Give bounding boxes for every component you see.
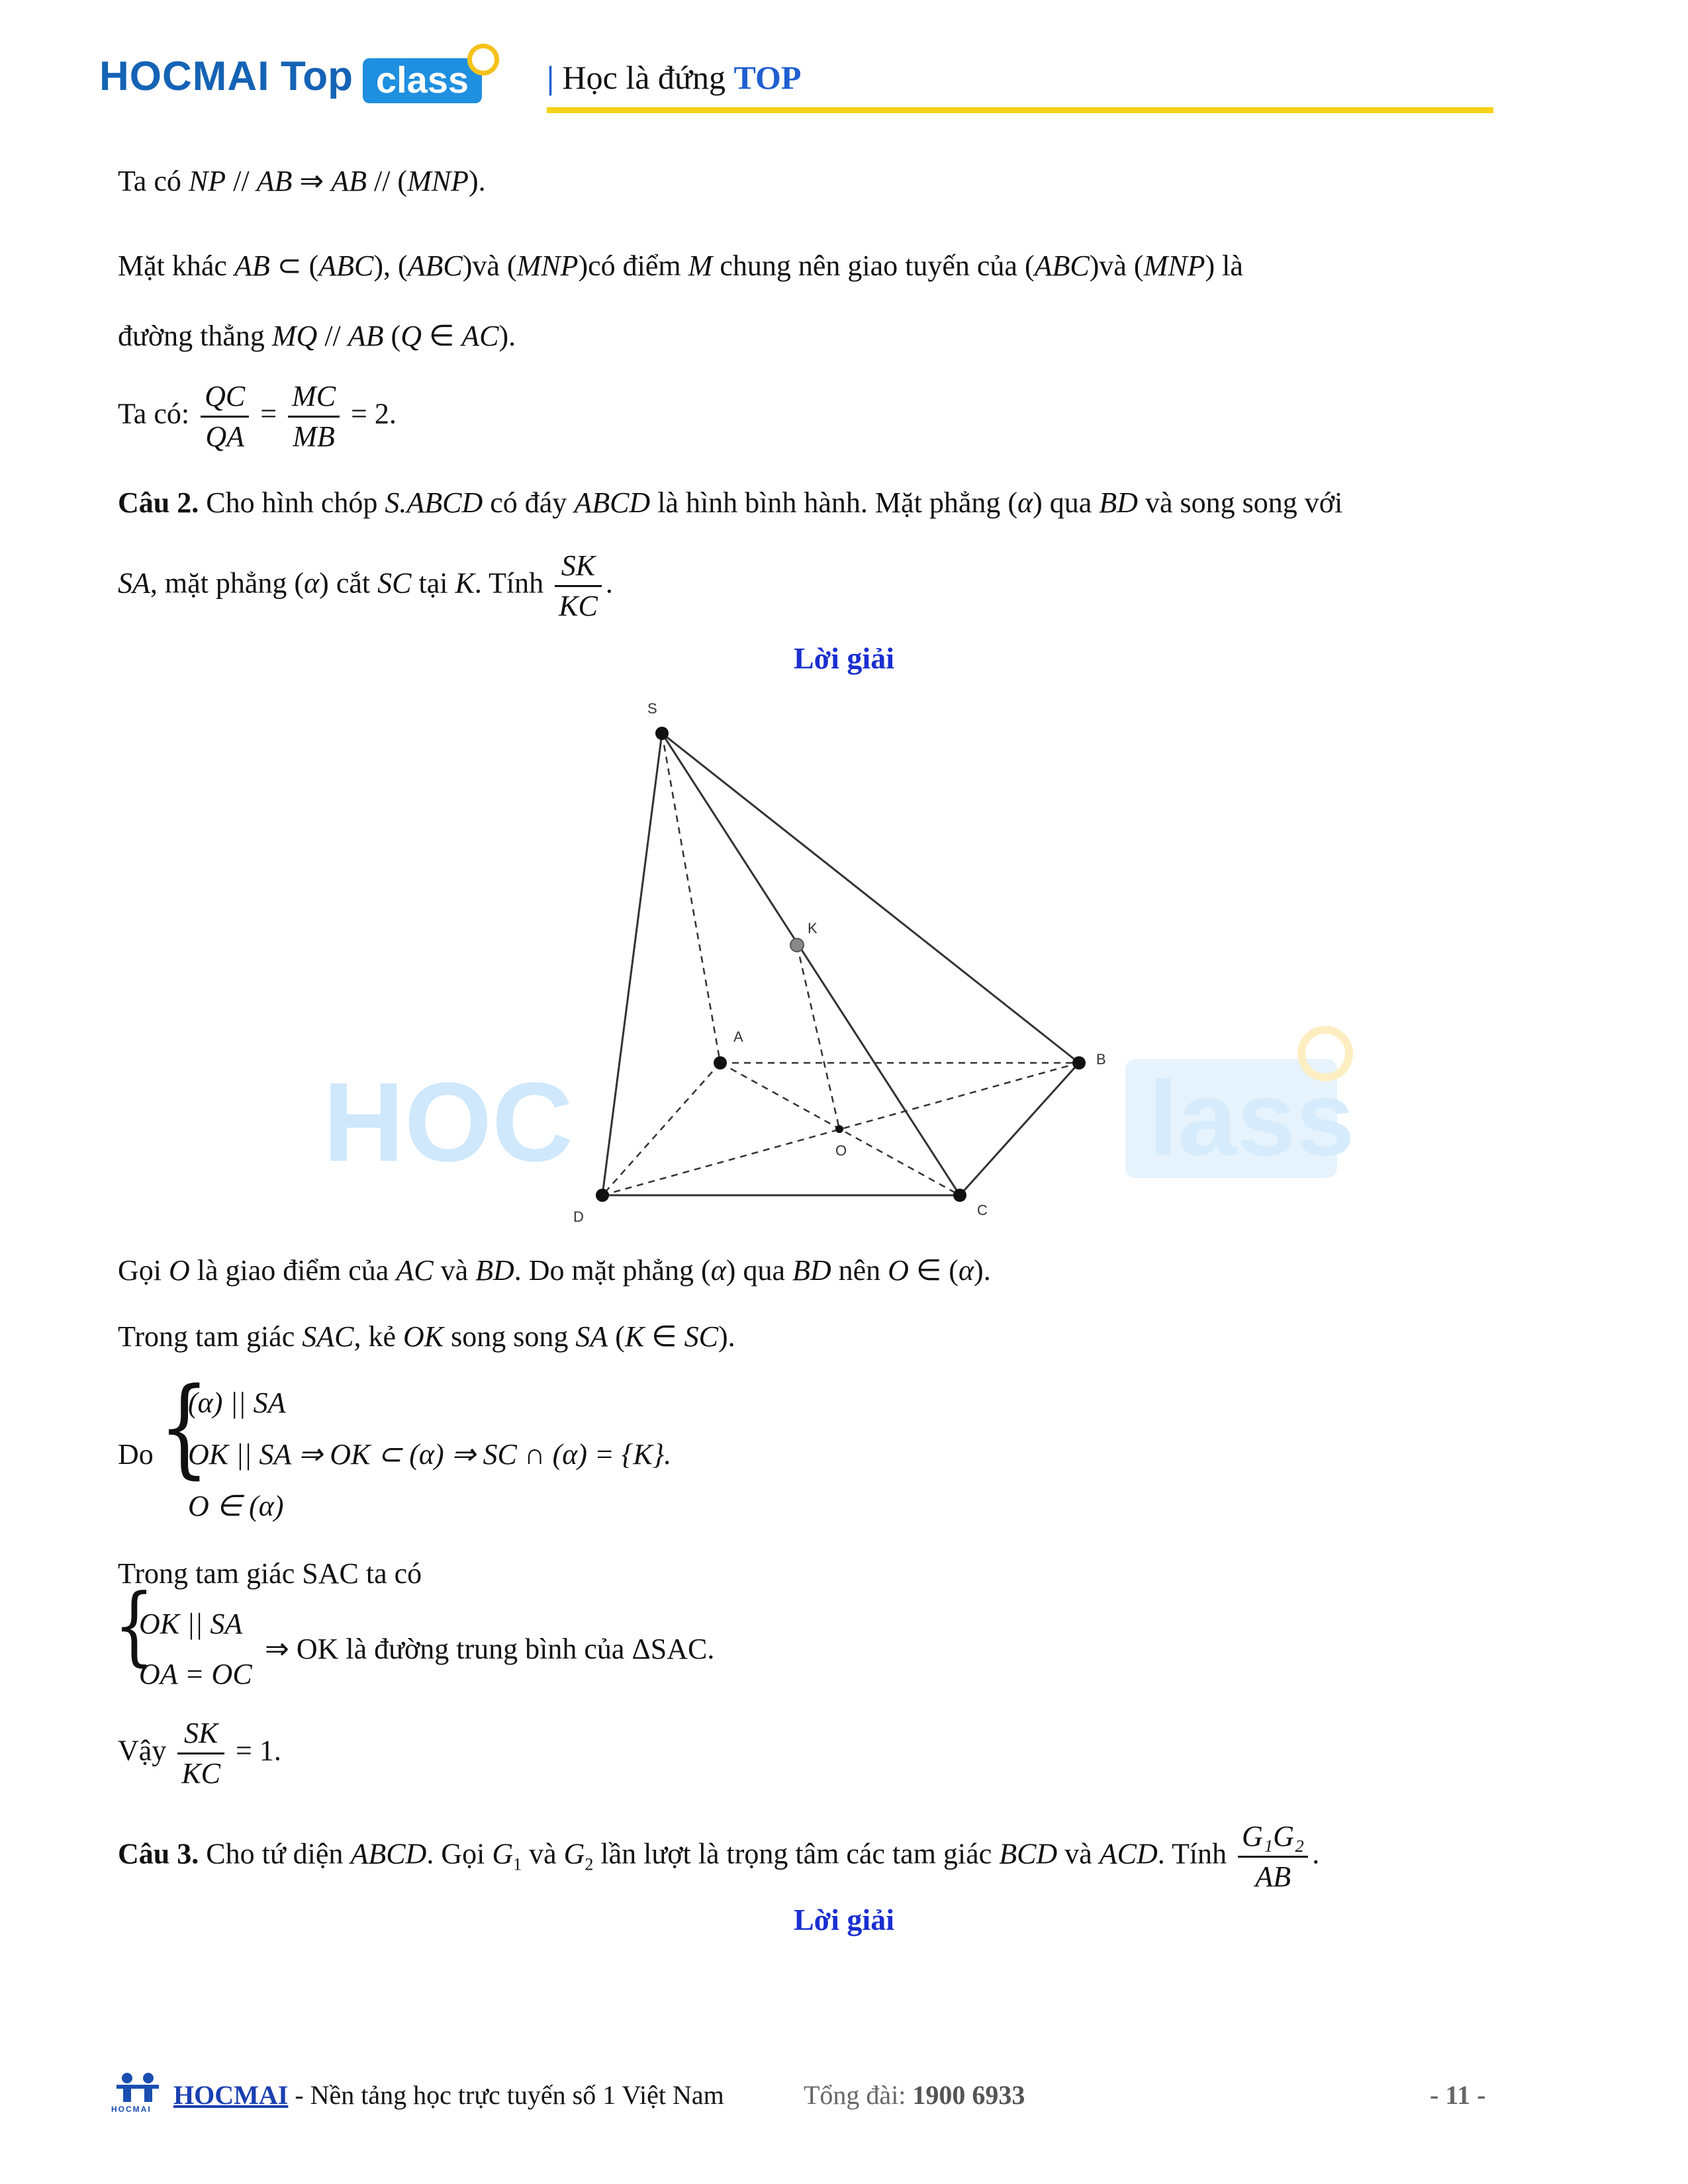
fraction-qc-qa: $\frac{QC}{QA}$ xyxy=(201,377,249,456)
footer-brand-line: HOCMAI - Nền tảng học trực tuyến số 1 Việt Nam xyxy=(173,2080,724,2110)
point-s xyxy=(655,727,669,740)
footer-hotline: Tổng đài: 1900 6933 xyxy=(804,2080,1025,2110)
line-2: Mặt khác AB ⊂ (ABC), (ABC)và (MNP)có điểm M chung nên giao tuyến của (ABC)và (MNP) là xyxy=(118,250,1243,282)
point-k xyxy=(790,938,804,952)
watermark-right: lass xyxy=(1149,1059,1355,1177)
question-3: Câu 3. Cho tứ diện ABCD. Gọi $G_1$ và $G_2$ lần lượt là trọng tâm các tam giác BCD và ACD. Tính $\frac{\text{G₁G₂}}{AB}$ . xyxy=(118,1817,1319,1896)
sys-conclusion: ⇒ OK là đường trung bình của ΔSAC. xyxy=(265,1633,715,1665)
sys-row-1: OK || SA xyxy=(139,1608,243,1640)
segment-ko-hidden xyxy=(797,945,839,1129)
label-s: S xyxy=(647,700,657,717)
sol-line-3: Trong tam giác SAC ta có xyxy=(118,1557,422,1590)
point-c xyxy=(953,1189,966,1202)
point-a xyxy=(714,1056,727,1069)
fraction-g1g2-ab: $\frac{\text{G₁G₂}}{AB}$ xyxy=(1238,1817,1308,1896)
edge-sa-hidden xyxy=(662,733,720,1063)
sys-row-2: OA = OC xyxy=(139,1658,252,1690)
do-row-1: (α) || SA xyxy=(188,1387,286,1419)
fraction-mc-mb: $\frac{MC}{MB}$ xyxy=(288,377,340,456)
logo-top: Top xyxy=(281,54,353,99)
sol-line-2: Trong tam giác SAC, kẻ OK song song SA (K ∈ SC). xyxy=(118,1320,735,1353)
edge-ad-hidden xyxy=(602,1063,720,1195)
brace-do: { xyxy=(159,1365,210,1490)
point-d xyxy=(596,1189,609,1202)
watermark-left: HOC xyxy=(323,1060,573,1185)
edge-sb xyxy=(662,733,1079,1063)
brace-sys: { xyxy=(114,1575,155,1676)
fraction-sk-kc-result: $\frac{SK}{KC}$ xyxy=(177,1714,224,1793)
do-row-3: O ∈ (α) xyxy=(188,1490,284,1522)
label-d: D xyxy=(573,1208,584,1225)
line-3: đường thẳng MQ // AB (Q ∈ AC). xyxy=(118,320,516,352)
sol-line-1: Gọi O là giao điểm của AC và BD. Do mặt phẳng (α) qua BD nên O ∈ (α). xyxy=(118,1254,991,1287)
label-o: O xyxy=(835,1142,847,1159)
line-4: Ta có: $\frac{QC}{QA}$ = $\frac{MC}{MB}$ = 2. xyxy=(118,377,397,456)
logo-hocmai: HOCMAI xyxy=(99,54,270,99)
solution-heading-2: Lời giải xyxy=(794,1903,894,1936)
edge-sc xyxy=(662,733,960,1195)
do-label: Do xyxy=(118,1438,154,1471)
conclusion-line: Vậy $\frac{SK}{KC}$ = 1. xyxy=(118,1714,281,1793)
fraction-sk-kc: $\frac{SK}{KC}$ xyxy=(555,547,602,625)
label-c: C xyxy=(977,1202,988,1218)
label-b: B xyxy=(1096,1051,1106,1068)
question-2-line-2: SA, mặt phẳng (α) cắt SC tại K. Tính $\frac{SK}{KC}$ . xyxy=(118,547,613,625)
header-tagline: | Học là đứng TOP xyxy=(547,59,802,96)
edge-cb xyxy=(960,1063,1079,1195)
label-a: A xyxy=(733,1028,743,1045)
line-1: Ta có NP // AB ⇒ AB // (MNP). xyxy=(118,165,486,197)
solution-heading-1: Lời giải xyxy=(794,641,894,675)
logo-class: class xyxy=(363,58,482,103)
question-2-line-1: Câu 2. Cho hình chóp S.ABCD có đáy ABCD là hình bình hành. Mặt phẳng (α) qua BD và song song với xyxy=(118,486,1343,519)
point-o xyxy=(835,1125,843,1133)
page-number: - 11 - xyxy=(1430,2080,1486,2110)
footer-brand-link[interactable]: HOCMAI xyxy=(173,2080,289,2110)
do-row-2: OK || SA ⇒ OK ⊂ (α) ⇒ SC ∩ (α) = {K}. xyxy=(188,1438,672,1471)
point-b xyxy=(1072,1056,1086,1069)
label-k: K xyxy=(808,920,818,936)
footer-logo-text: HOCMAI xyxy=(111,2105,152,2114)
edge-sd xyxy=(602,733,662,1195)
